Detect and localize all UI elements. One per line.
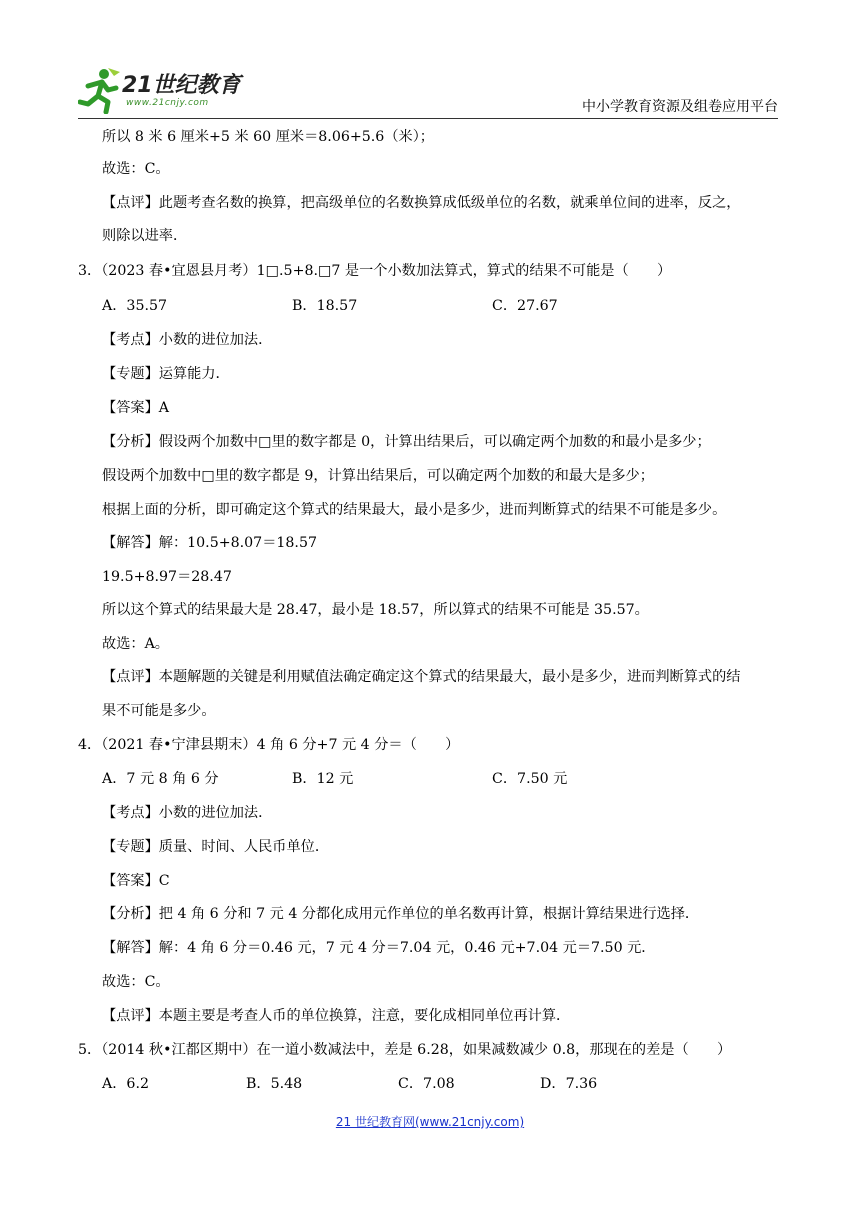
text-line: 故选：C。 [102,161,170,177]
text-line: 【点评】此题考查名数的换算，把高级单位的名数换算成低级单位的名数，就乘单位间的进率，反之， [102,195,741,211]
option-c: C．27.67 [492,298,558,314]
text-line: 【答案】C [102,873,170,889]
text-line: 根据上面的分析，即可确定这个算式的结果最大，最小是多少，进而判断算式的结果不可能是多少。 [102,502,727,518]
text-line: 假设两个加数中□里的数字都是 9，计算出结果后，可以确定两个加数的和最大是多少； [102,468,654,484]
text-line: 【答案】A [102,400,169,416]
option-d: D．7.36 [540,1076,598,1092]
text-line: 【解答】解：4 角 6 分＝0.46 元，7 元 4 分＝7.04 元，0.46 元+7.04 元＝7.50 元． [102,940,656,956]
text-line: 【点评】本题主要是考查人币的单位换算，注意，要化成相同单位再计算． [102,1008,571,1024]
text-line: 【分析】假设两个加数中□里的数字都是 0，计算出结果后，可以确定两个加数的和最小是多少； [102,434,711,450]
text-line: 所以这个算式的结果最大是 28.47，最小是 18.57，所以算式的结果不可能是 35.57。 [102,602,649,618]
option-a: A．6.2 [102,1076,149,1092]
text-line: 【考点】小数的进位加法． [102,805,273,821]
question-5: 5．（2014 秋•江都区期中）在一道小数减法中，差是 6.28，如果减数减少 0.8，那现在的差是（ ） [78,1042,732,1058]
footer-link[interactable]: 21 世纪教育网(www.21cnjy.com) [335,1115,525,1129]
text-line: 【考点】小数的进位加法． [102,332,273,348]
logo-url: www.21cnjy.com [126,98,209,108]
option-b: B．18.57 [292,298,358,314]
text-line: 故选：C。 [102,974,170,990]
runner-logo-icon [78,66,122,114]
text-line: 【分析】把 4 角 6 分和 7 元 4 分都化成用元作单位的单名数再计算，根据计算结果进行选择． [102,906,700,922]
text-line: 【点评】本题解题的关键是利用赋值法确定确定这个算式的结果最大，最小是多少，进而判断算式的结 [102,669,741,685]
option-b: B．5.48 [246,1076,303,1092]
text-line: 所以 8 米 6 厘米+5 米 60 厘米＝8.06+5.6（米）； [102,129,434,145]
option-c: C．7.50 元 [492,771,568,787]
text-line: 【专题】质量、时间、人民币单位． [102,839,330,855]
text-line: 果不可能是多少。 [102,703,216,719]
text-line: 则除以进率． [102,228,188,244]
text-line: 【专题】运算能力． [102,366,230,382]
text-line: 故选：A。 [102,636,169,652]
question-3: 3．（2023 春•宜恩县月考）1□.5+8.□7 是一个小数加法算式，算式的结果不可能是（ ） [78,263,672,279]
question-4: 4．（2021 春•宁津县期末）4 角 6 分+7 元 4 分＝（ ） [78,737,460,753]
platform-title: 中小学教育资源及组卷应用平台 [582,99,778,115]
page-footer [0,1113,860,1130]
option-b: B．12 元 [292,771,354,787]
logo-text: 21世纪教育 [122,73,241,98]
option-a: A．7 元 8 角 6 分 [102,771,219,787]
option-c: C．7.08 [398,1076,455,1092]
text-line: 【解答】解：10.5+8.07＝18.57 [102,535,317,551]
logo [78,66,278,116]
page-header [78,60,778,118]
option-a: A．35.57 [102,298,168,314]
header-divider [78,118,778,119]
text-line: 19.5+8.97＝28.47 [102,569,232,585]
